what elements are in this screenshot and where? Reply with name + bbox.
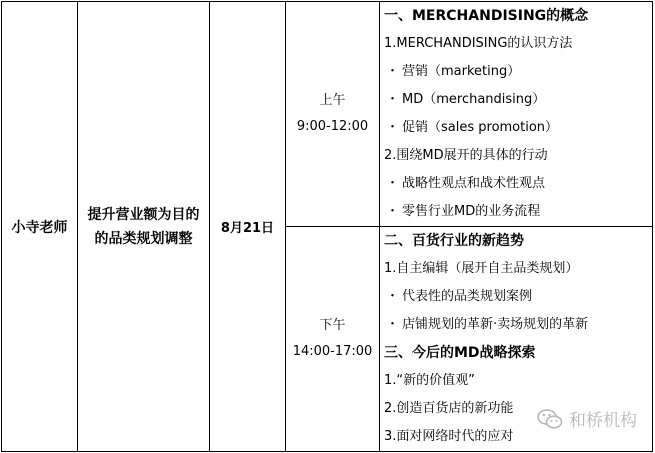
wechat-icon [537,409,563,429]
morning-line-text: 营销（marketing） [402,64,521,79]
morning-content [384,2,652,226]
afternoon-line-text: 三、今后的MD战略探索 [384,345,536,361]
morning-line-2 [384,58,652,86]
bullet-icon: ・ [386,64,400,79]
bullet-icon: ・ [386,204,400,219]
morning-line-text: MD（merchandising） [402,92,546,107]
morning-line-6 [384,170,652,198]
bullet-icon: ・ [386,176,400,191]
topic-cell [78,2,210,452]
teacher-name: 小寺老师 [11,219,68,236]
date-text: 8月21日 [220,221,275,236]
afternoon-line-1 [384,255,652,283]
teacher-cell [2,2,78,452]
morning-line-text: 零售行业MD的业务流程 [402,204,541,219]
afternoon-line-4 [384,339,652,367]
afternoon-time: 14:00-17:00 [292,344,373,359]
afternoon-line-5 [384,367,652,395]
afternoon-time-cell [286,227,380,452]
schedule-table [1,1,653,452]
bullet-icon: ・ [386,120,400,135]
afternoon-line-text: 1.自主编辑（展开自主品类规划） [384,261,579,276]
morning-line-text: 1.MERCHANDISING的认识方法 [384,36,573,51]
morning-line-text: 促销（sales promotion） [402,120,559,135]
watermark-text: 和桥机构 [569,411,637,431]
afternoon-line-3 [384,311,652,339]
morning-line-7 [384,198,652,226]
morning-line-4 [384,114,652,142]
afternoon-line-text: 代表性的品类规划案例 [402,289,533,304]
topic-line-1: 提升营业额为目的 [87,206,200,223]
afternoon-line-2 [384,283,652,311]
date-cell [210,2,286,452]
afternoon-line-text: 店铺规划的革新·卖场规划的革新 [402,317,589,332]
afternoon-label: 下午 [319,318,346,333]
afternoon-line-0 [384,227,652,255]
morning-line-text: 2.围绕MD展开的具体的行动 [384,148,548,163]
morning-line-5 [384,142,652,170]
watermark [537,406,637,431]
morning-line-text: 一、MERCHANDISING的概念 [384,8,589,24]
afternoon-line-text: 3.面对网络时代的应对 [384,429,514,444]
bullet-icon: ・ [386,317,400,332]
morning-time-cell [286,2,380,227]
morning-line-text: 战略性观点和战术性观点 [402,176,546,191]
morning-line-3 [384,86,652,114]
morning-content-cell [380,2,653,227]
morning-line-1 [384,30,652,58]
bullet-icon: ・ [386,289,400,304]
morning-label: 上午 [319,93,346,108]
afternoon-line-text: 2.创造百货店的新功能 [384,401,514,416]
morning-time: 9:00-12:00 [296,119,369,134]
afternoon-line-text: 1.“新的价值观” [384,373,475,388]
morning-line-0 [384,2,652,30]
topic-line-2: 的品类规划调整 [94,230,193,247]
afternoon-line-text: 二、百货行业的新趋势 [384,233,524,249]
bullet-icon: ・ [386,92,400,107]
